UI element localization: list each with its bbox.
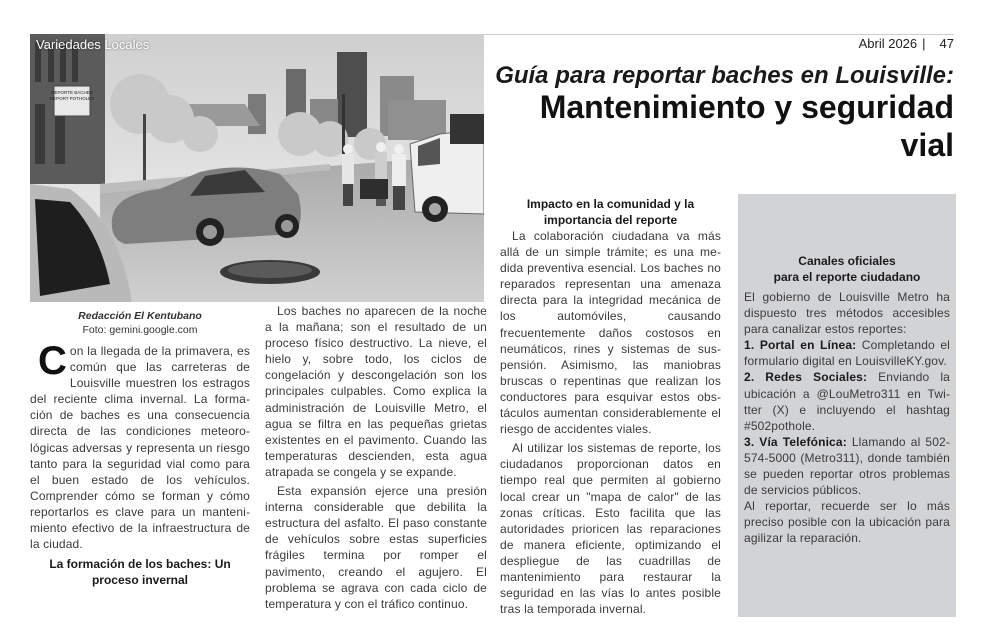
section2-paragraph-2: Al utilizar los sistemas de reporte, los ciudadanos proporcionan datos en tiempo real que permiten al gobierno local crear un "mapa de calor" de las zonas críticas. Esto facilita que las autoridades prioricen las reparaciones de manera eficiente, optimizando el despliegue de las cuadrillas de mantenimiento para restaurar la seguridad en las vías lo antes posible tras la temporada invernal. xyxy=(500,441,721,617)
sign-text: REPORT POTHOLES xyxy=(49,96,95,101)
sidebar-closing: Al reportar, recuerde ser lo más preciso posible con la ubicación para agilizar la reparación. xyxy=(744,499,950,546)
section-label: Variedades Locales xyxy=(36,37,150,52)
sidebar-content xyxy=(744,253,950,547)
sidebar-item-text: Completando el formulario digital en LouisvilleKY.​gov. xyxy=(744,338,950,369)
byline xyxy=(30,309,250,337)
compactor-machine xyxy=(360,179,388,199)
sidebar-item-label: 2. Redes Sociales: xyxy=(744,370,868,385)
page-number: 47 xyxy=(939,36,954,51)
article-column-1 xyxy=(30,339,250,588)
section1-paragraph-1: Los baches no aparecen de la noche a la mañana; son el resultado de un proceso físico destructivo. La nieve, el hielo y, sobre todo, los ciclos de congelación y descongelación son los principales culpables. Como explica la administración de Louisville Metro, el agua se filtra en las pequeñas grietas existentes en el pavimento. Cuando las temperaturas descienden, esta agua atrapada se congela y se expande. xyxy=(265,304,487,479)
article-headline: Mantenimiento y seguridad vial xyxy=(539,89,954,163)
section2-paragraph-1: La colaboración ciudadana va más allá de un simple trámite; es una medida preventiva esencial. Los baches no reparados representan una amenaza directa para la integridad mecánica de los automóviles, causando frecuentemente daños costosos en neumáticos, rines y sistemas de suspensión. Asimismo, las maniobras bruscas o repentinas que realizan los conductores para esquivar estos obstáculos aumentan considerablemente el riesgo de accidentes viales. xyxy=(500,229,721,437)
author: Redacción El Kentubano xyxy=(78,310,202,322)
sign-text: REPORTE BACHES xyxy=(51,90,93,95)
sidebar-item-label: 1. Portal en Línea: xyxy=(744,338,857,353)
sidebar-item xyxy=(744,369,950,433)
separator: | xyxy=(922,36,926,51)
drop-cap: C xyxy=(38,339,67,383)
sidebar-intro: El gobierno de Louisville Metro ha dispuesto tres métodos accesibles para canalizar estos reportes: xyxy=(744,290,950,337)
street-repair-photo xyxy=(30,34,484,302)
article-kicker: Guía para reportar baches en Louisville: xyxy=(495,62,954,89)
photo-credit: Foto: gemini.google.com xyxy=(82,324,198,336)
sidebar-box xyxy=(738,194,956,617)
issue-date: Abril 2026 xyxy=(858,36,918,51)
intro-text: on la llegada de la primavera, es común que las carreteras de Louisville muestren los estragos del reciente clima invernal. La formación de baches es una consecuencia directa de las condiciones meteorológicas adversas y representa un riesgo tanto para la seguridad vial como para el buen estado de los vehículos. Comprender cómo se forman y cómo reportarlos es clave para un mantenimiento efectivo de la infraestructura de la ciudad. xyxy=(30,344,250,552)
section-heading-impacto: Impacto en la comunidad y la importancia del reporte xyxy=(526,197,695,227)
sidebar-item xyxy=(744,337,950,369)
sidebar-item-label: 3. Vía Telefónica: xyxy=(744,434,847,449)
sidebar-item-text: Llamando al 502-574-5000 (Metro311), donde también se pueden reportar otros problemas de servicios públicos. xyxy=(744,434,950,498)
section-heading-formacion: La formación de los baches: Un proceso invernal xyxy=(49,557,231,588)
sidebar-item xyxy=(744,434,950,498)
article-photo xyxy=(30,34,484,302)
issue-info xyxy=(859,36,954,51)
article-column-3 xyxy=(500,196,721,617)
article-column-2 xyxy=(265,303,487,612)
header-rule xyxy=(484,34,954,35)
sidebar-heading-line-1: Canales oficiales xyxy=(798,254,896,268)
tree-trunk xyxy=(143,114,146,189)
section1-paragraph-2: Esta expansión ejerce una presión interna considerable que debilita la estructura del asfalto. El paso constante de vehículos sobre estas superficies frágiles termina por romper el pavimento, creando el agujero. El problema se agrava con cada ciclo de temperatura y con el tráfico continuo. xyxy=(265,484,487,611)
sidebar-heading-line-2: para el reporte ciudadano xyxy=(773,270,921,284)
sidebar-heading xyxy=(744,253,950,285)
sidebar-item-text: Enviando la ubicación a @LouMetro311 en Twitter (X) e incluyendo el hashtag #502pothole. xyxy=(744,370,950,433)
intro-paragraph xyxy=(30,339,250,552)
